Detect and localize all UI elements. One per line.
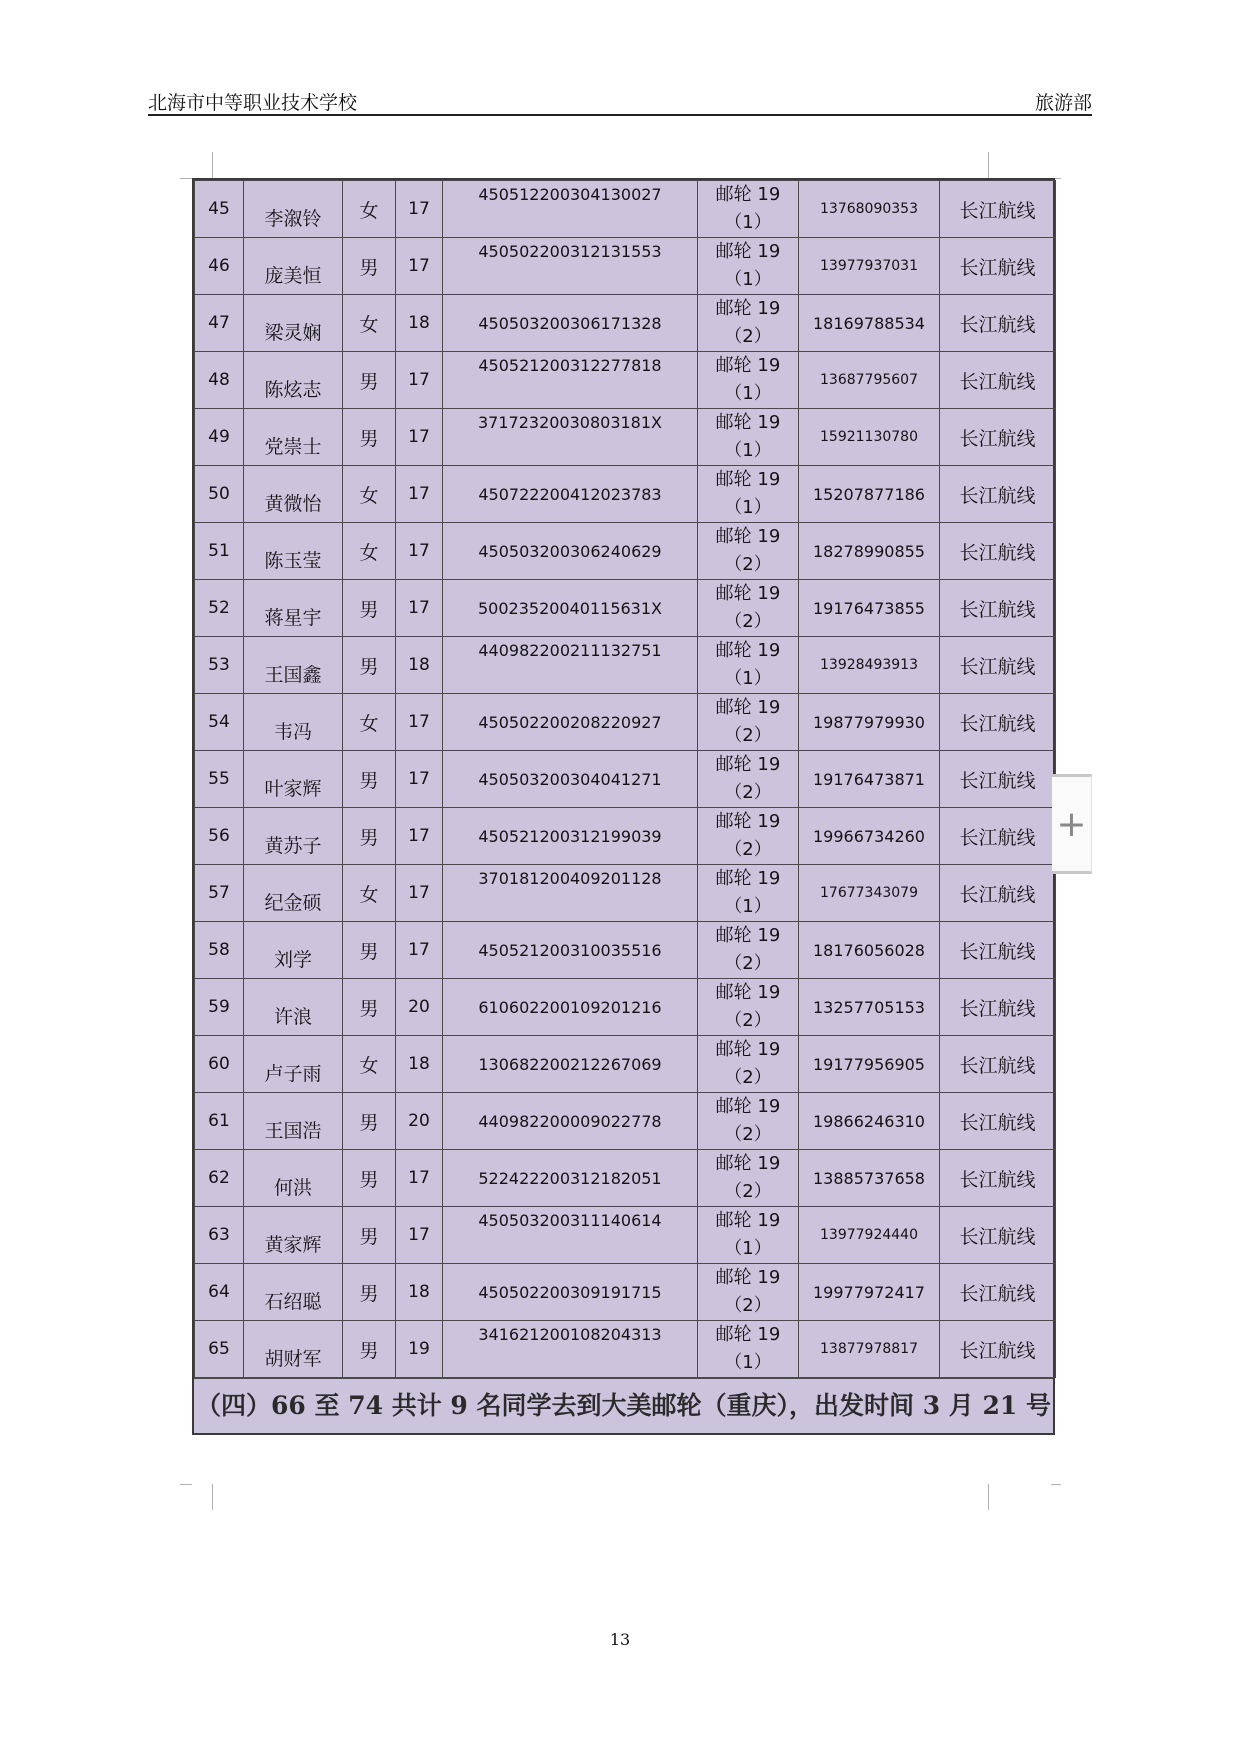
cell-id-text: 450722200412023783 [478,484,662,504]
cell-class [698,637,799,694]
cell-route: 长江航线 [940,694,1056,751]
cell-id-number [443,922,698,979]
cell-name-text: 蒋星宇 [264,606,322,629]
cell-class [698,808,799,865]
cell-class-line1: 邮轮 19 [715,754,781,775]
cell-phone: 15207877186 [799,466,940,523]
cell-age: 18 [396,1036,443,1093]
table-row [195,808,1056,865]
cell-id-text: 450521200310035516 [478,940,662,960]
cell-phone: 13977924440 [799,1207,940,1264]
table-row [195,1264,1056,1321]
cell-class-line1: 邮轮 19 [715,925,781,946]
cell-name [244,580,343,637]
cell-id-number [443,352,698,409]
cell-class-line2: （1） [724,668,772,689]
cell-class [698,295,799,352]
cell-name-text: 庞美恒 [264,264,322,287]
cell-name-text: 卢子雨 [264,1062,322,1085]
cell-class [698,580,799,637]
cell-sex: 男 [343,1207,396,1264]
cell-route: 长江航线 [940,1207,1056,1264]
cell-id-number [443,979,698,1036]
cell-number: 55 [195,751,244,808]
table-row [195,466,1056,523]
cell-class-line2: （2） [724,611,772,632]
cell-name-text: 纪金硕 [264,891,322,914]
group-departure-note: （四）66 至 74 共计 9 名同学去到大美邮轮（重庆），出发时间 3 月 21 号 [194,1378,1053,1433]
header-divider [148,114,1092,116]
cell-name-text: 党崇士 [264,435,322,458]
cell-class-line2: （2） [724,1295,772,1316]
table-row [195,1321,1056,1378]
cell-class-line1: 邮轮 19 [715,184,781,205]
cell-sex: 女 [343,865,396,922]
cell-name [244,694,343,751]
cell-name [244,1321,343,1378]
cell-phone: 19866246310 [799,1093,940,1150]
cell-class [698,922,799,979]
table-row [195,1036,1056,1093]
cell-age: 17 [396,1150,443,1207]
cell-class [698,1150,799,1207]
cell-number: 48 [195,352,244,409]
cell-class [698,865,799,922]
cell-age: 17 [396,1207,443,1264]
crop-mark [212,1484,213,1510]
cell-route: 长江航线 [940,1150,1056,1207]
cell-name [244,1264,343,1321]
cell-phone: 18278990855 [799,523,940,580]
cell-class-line2: （2） [724,1124,772,1145]
cell-id-number [443,1036,698,1093]
cell-id-number [443,751,698,808]
cell-age: 20 [396,979,443,1036]
cell-class [698,979,799,1036]
cell-class [698,181,799,238]
cell-class [698,751,799,808]
cell-class-line1: 邮轮 19 [715,1039,781,1060]
cell-phone: 19977972417 [799,1264,940,1321]
cell-class [698,1207,799,1264]
cell-age: 17 [396,865,443,922]
cell-name [244,979,343,1036]
cell-sex: 女 [343,295,396,352]
cell-class-line1: 邮轮 19 [715,697,781,718]
cell-class-line2: （1） [724,1352,772,1373]
cell-number: 58 [195,922,244,979]
cell-id-number [443,580,698,637]
table-row [195,1093,1056,1150]
cell-route: 长江航线 [940,751,1056,808]
cell-number: 47 [195,295,244,352]
cell-id-number [443,1093,698,1150]
cell-name-text: 黄微怡 [264,492,322,515]
cell-route: 长江航线 [940,865,1056,922]
cell-name [244,238,343,295]
crop-mark [180,178,192,179]
cell-phone: 17677343079 [799,865,940,922]
table-row [195,352,1056,409]
cell-class-line2: （1） [724,497,772,518]
cell-sex: 男 [343,352,396,409]
cell-age: 18 [396,295,443,352]
cell-id-number [443,637,698,694]
table-row [195,637,1056,694]
cell-id-text: 370181200409201128 [478,869,662,888]
cell-number: 45 [195,181,244,238]
cell-class-line1: 邮轮 19 [715,355,781,376]
cell-id-number [443,295,698,352]
cell-route: 长江航线 [940,295,1056,352]
cell-name [244,1093,343,1150]
cell-class-line1: 邮轮 19 [715,1267,781,1288]
table-row [195,979,1056,1036]
cell-id-text: 450521200312277818 [478,356,662,375]
cell-route: 长江航线 [940,1036,1056,1093]
cell-class-line1: 邮轮 19 [715,1096,781,1117]
table-row [195,409,1056,466]
cell-id-text: 440982200009022778 [478,1111,662,1131]
cell-number: 49 [195,409,244,466]
cell-class-line1: 邮轮 19 [715,982,781,1003]
cell-number: 54 [195,694,244,751]
cell-class-line2: （2） [724,1067,772,1088]
cell-sex: 女 [343,181,396,238]
table-row [195,751,1056,808]
cell-route: 长江航线 [940,979,1056,1036]
cell-id-text: 610602200109201216 [478,997,662,1017]
cell-id-text: 450503200306240629 [478,541,662,561]
cell-age: 19 [396,1321,443,1378]
cell-number: 59 [195,979,244,1036]
table-row [195,865,1056,922]
cell-id-text: 440982200211132751 [478,641,662,660]
cell-sex: 男 [343,637,396,694]
cell-sex: 男 [343,979,396,1036]
roster-body [195,181,1056,1378]
cell-route: 长江航线 [940,352,1056,409]
cell-class-line1: 邮轮 19 [715,868,781,889]
cell-id-text: 450503200306171328 [478,313,662,333]
cell-class-line1: 邮轮 19 [715,811,781,832]
cell-class [698,1093,799,1150]
cell-id-number [443,1321,698,1378]
cell-class-line2: （1） [724,1238,772,1259]
cell-sex: 女 [343,694,396,751]
cell-number: 51 [195,523,244,580]
cell-number: 60 [195,1036,244,1093]
cell-age: 17 [396,523,443,580]
cell-route: 长江航线 [940,409,1056,466]
cell-number: 57 [195,865,244,922]
crop-mark [212,152,213,178]
cell-id-number [443,808,698,865]
cell-name [244,352,343,409]
cell-name [244,1150,343,1207]
cell-phone: 19176473855 [799,580,940,637]
cell-name-text: 刘学 [273,948,312,971]
cell-route: 长江航线 [940,580,1056,637]
cell-number: 62 [195,1150,244,1207]
cell-id-text: 522422200312182051 [478,1168,662,1188]
cell-id-text: 130682200212267069 [478,1054,662,1074]
cell-sex: 男 [343,238,396,295]
cell-class-line1: 邮轮 19 [715,1153,781,1174]
table-row [195,1150,1056,1207]
cell-class-line1: 邮轮 19 [715,1210,781,1231]
cell-class-line1: 邮轮 19 [715,526,781,547]
cell-phone: 13885737658 [799,1150,940,1207]
cell-class [698,1036,799,1093]
cell-class [698,466,799,523]
cell-id-number [443,1150,698,1207]
cell-route: 长江航线 [940,181,1056,238]
cell-id-text: 450502200312131553 [478,242,662,261]
cell-class-line2: （2） [724,1010,772,1031]
cell-sex: 男 [343,1093,396,1150]
table-row [195,181,1056,238]
cell-number: 63 [195,1207,244,1264]
cell-age: 17 [396,409,443,466]
cell-phone: 19966734260 [799,808,940,865]
cell-route: 长江航线 [940,466,1056,523]
cell-sex: 男 [343,751,396,808]
cell-class-line2: （2） [724,1181,772,1202]
cell-class [698,694,799,751]
cell-name [244,1207,343,1264]
cell-id-text: 450502200309191715 [478,1282,662,1302]
cell-phone: 13687795607 [799,352,940,409]
cell-class-line1: 邮轮 19 [715,640,781,661]
add-row-button[interactable]: + [1052,774,1092,874]
cell-name [244,466,343,523]
cell-name-text: 叶家辉 [264,777,322,800]
cell-name [244,181,343,238]
cell-name [244,295,343,352]
student-roster-table [192,178,1055,1435]
cell-class-line2: （2） [724,782,772,803]
cell-id-text: 341621200108204313 [478,1325,662,1344]
cell-class-line1: 邮轮 19 [715,298,781,319]
cell-name-text: 黄苏子 [264,834,322,857]
cell-class-line1: 邮轮 19 [715,1324,781,1345]
table-row [195,694,1056,751]
cell-id-number [443,1264,698,1321]
cell-name-text: 许浪 [273,1005,312,1028]
cell-age: 17 [396,694,443,751]
cell-class-line1: 邮轮 19 [715,469,781,490]
table-row [195,922,1056,979]
cell-sex: 男 [343,808,396,865]
cell-name-text: 韦冯 [273,720,312,743]
cell-age: 17 [396,181,443,238]
cell-name-text: 王国鑫 [264,663,322,686]
cell-phone: 15921130780 [799,409,940,466]
cell-phone: 13977937031 [799,238,940,295]
cell-sex: 男 [343,1150,396,1207]
cell-phone: 19877979930 [799,694,940,751]
cell-route: 长江航线 [940,238,1056,295]
cell-number: 50 [195,466,244,523]
header-department: 旅游部 [1034,92,1092,114]
cell-number: 46 [195,238,244,295]
cell-name-text: 何洪 [273,1176,312,1199]
cell-class-line2: （2） [724,953,772,974]
cell-name [244,637,343,694]
cell-number: 56 [195,808,244,865]
cell-name-text: 陈玉莹 [264,549,322,572]
table-row [195,580,1056,637]
cell-id-number [443,238,698,295]
cell-sex: 男 [343,409,396,466]
cell-sex: 女 [343,1036,396,1093]
cell-id-text: 450503200311140614 [478,1211,662,1230]
cell-class-line2: （1） [724,212,772,233]
cell-route: 长江航线 [940,808,1056,865]
crop-mark [988,152,989,178]
cell-age: 17 [396,808,443,865]
cell-sex: 男 [343,1321,396,1378]
table-row [195,238,1056,295]
crop-mark [988,1484,989,1510]
cell-number: 64 [195,1264,244,1321]
cell-id-number [443,865,698,922]
table-row [195,295,1056,352]
cell-route: 长江航线 [940,1264,1056,1321]
cell-number: 61 [195,1093,244,1150]
cell-age: 17 [396,580,443,637]
cell-route: 长江航线 [940,523,1056,580]
cell-name [244,1036,343,1093]
cell-class-line2: （1） [724,440,772,461]
cell-sex: 女 [343,466,396,523]
cell-class-line2: （2） [724,326,772,347]
cell-name-text: 黄家辉 [264,1233,322,1256]
cell-sex: 女 [343,523,396,580]
cell-class-line1: 邮轮 19 [715,583,781,604]
cell-name-text: 石绍聪 [264,1290,322,1313]
cell-class [698,1321,799,1378]
cell-route: 长江航线 [940,637,1056,694]
cell-name [244,751,343,808]
cell-id-text: 50023520040115631X [477,598,662,618]
cell-id-number [443,523,698,580]
cell-class-line1: 邮轮 19 [715,412,781,433]
cell-class-line2: （1） [724,896,772,917]
cell-age: 17 [396,352,443,409]
cell-name [244,922,343,979]
cell-phone: 18176056028 [799,922,940,979]
crop-mark [180,1484,192,1485]
cell-age: 17 [396,238,443,295]
cell-class [698,409,799,466]
cell-class-line1: 邮轮 19 [715,241,781,262]
cell-age: 17 [396,466,443,523]
cell-name [244,523,343,580]
header-school-name: 北海市中等职业技术学校 [148,92,358,114]
page-number: 13 [609,1630,631,1649]
cell-phone: 13257705153 [799,979,940,1036]
cell-class [698,1264,799,1321]
cell-id-text: 450503200304041271 [478,769,662,789]
cell-name-text: 李溆铃 [264,207,322,230]
cell-age: 17 [396,751,443,808]
cell-route: 长江航线 [940,1093,1056,1150]
table-row [195,523,1056,580]
cell-class [698,352,799,409]
cell-id-number [443,181,698,238]
cell-id-number [443,409,698,466]
cell-phone: 13928493913 [799,637,940,694]
cell-id-text: 37172320030803181X [477,413,662,432]
cell-class [698,238,799,295]
cell-id-text: 450512200304130027 [478,185,662,204]
cell-name-text: 胡财军 [264,1347,322,1370]
cell-class-line2: （2） [724,725,772,746]
cell-phone: 13768090353 [799,181,940,238]
cell-class-line2: （2） [724,554,772,575]
cell-sex: 男 [343,1264,396,1321]
crop-mark [1051,1484,1061,1485]
cell-age: 18 [396,637,443,694]
cell-number: 65 [195,1321,244,1378]
cell-number: 52 [195,580,244,637]
cell-age: 20 [396,1093,443,1150]
cell-class-line2: （1） [724,269,772,290]
cell-number: 53 [195,637,244,694]
cell-route: 长江航线 [940,1321,1056,1378]
cell-route: 长江航线 [940,922,1056,979]
cell-name-text: 王国浩 [264,1119,322,1142]
cell-id-number [443,694,698,751]
cell-id-number [443,1207,698,1264]
cell-class [698,523,799,580]
cell-name [244,865,343,922]
cell-name-text: 梁灵娴 [264,321,322,344]
cell-sex: 男 [343,922,396,979]
table-row [195,1207,1056,1264]
cell-phone: 13877978817 [799,1321,940,1378]
cell-id-number [443,466,698,523]
cell-phone: 19176473871 [799,751,940,808]
cell-class-line2: （1） [724,383,772,404]
cell-name-text: 陈炫志 [264,378,322,401]
cell-name [244,409,343,466]
cell-age: 17 [396,922,443,979]
cell-age: 18 [396,1264,443,1321]
cell-phone: 19177956905 [799,1036,940,1093]
cell-phone: 18169788534 [799,295,940,352]
cell-id-text: 450502200208220927 [478,712,662,732]
cell-name [244,808,343,865]
cell-class-line2: （2） [724,839,772,860]
cell-id-text: 450521200312199039 [478,826,662,846]
cell-sex: 男 [343,580,396,637]
